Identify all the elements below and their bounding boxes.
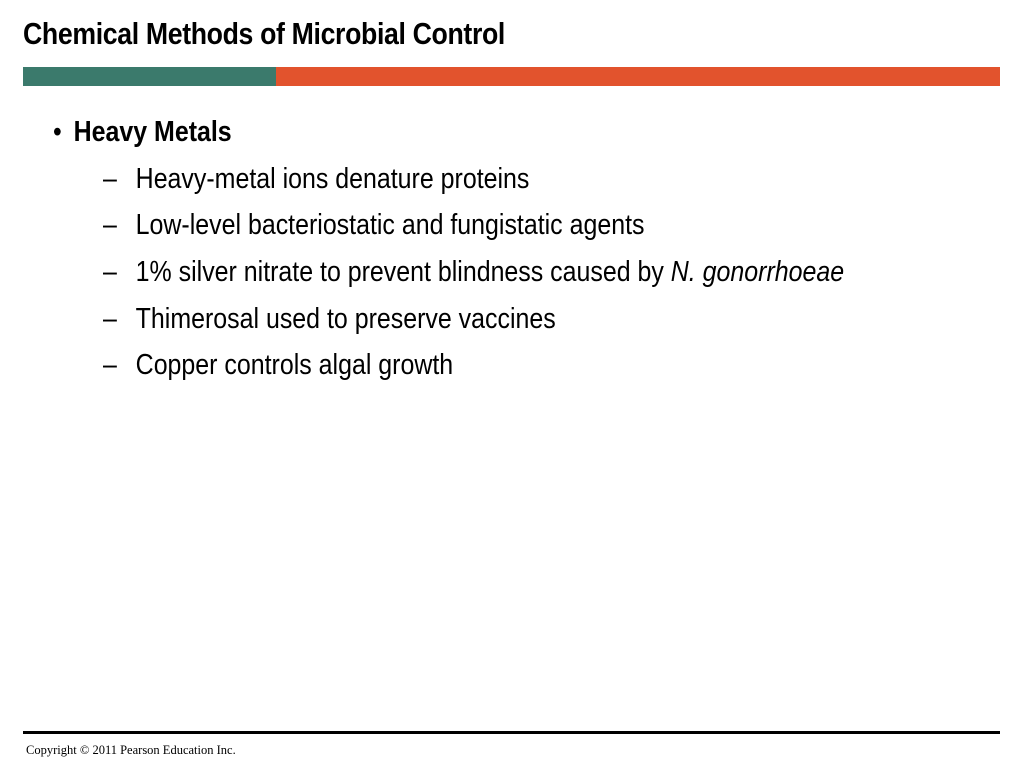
sub-bullet-text: Low-level bacteriostatic and fungistatic agents — [135, 209, 645, 241]
accent-bar-orange-segment — [276, 67, 1000, 86]
slide-title: Chemical Methods of Microbial Control — [23, 16, 506, 51]
sub-bullet-text: Heavy-metal ions denature proteins — [135, 163, 530, 195]
sub-bullet-item — [103, 252, 844, 292]
sub-bullet-italic-text: N. gonorrhoeae — [670, 256, 845, 288]
sub-bullet-item — [103, 299, 556, 339]
dash-icon: – — [103, 349, 117, 381]
sub-bullet-text: Thimerosal used to preserve vaccines — [135, 303, 556, 335]
accent-bar-teal-segment — [23, 67, 276, 86]
bullet-heading: Heavy Metals — [73, 116, 232, 148]
dash-icon: – — [103, 303, 117, 335]
sub-bullet-text: 1% silver nitrate to prevent blindness caused by — [135, 256, 671, 288]
bullet-heavy-metals — [53, 112, 232, 152]
sub-bullet-item — [103, 159, 529, 199]
sub-bullet-text: Copper controls algal growth — [135, 349, 454, 381]
footer-divider — [23, 731, 1000, 734]
dash-icon: – — [103, 209, 117, 241]
sub-bullet-item — [103, 345, 453, 385]
dash-icon: – — [103, 163, 117, 195]
title-accent-bar — [23, 67, 1000, 86]
sub-bullet-item — [103, 205, 644, 245]
copyright-notice: Copyright © 2011 Pearson Education Inc. — [26, 743, 236, 757]
dash-icon: – — [103, 256, 117, 288]
bullet-dot-icon: • — [53, 116, 62, 148]
